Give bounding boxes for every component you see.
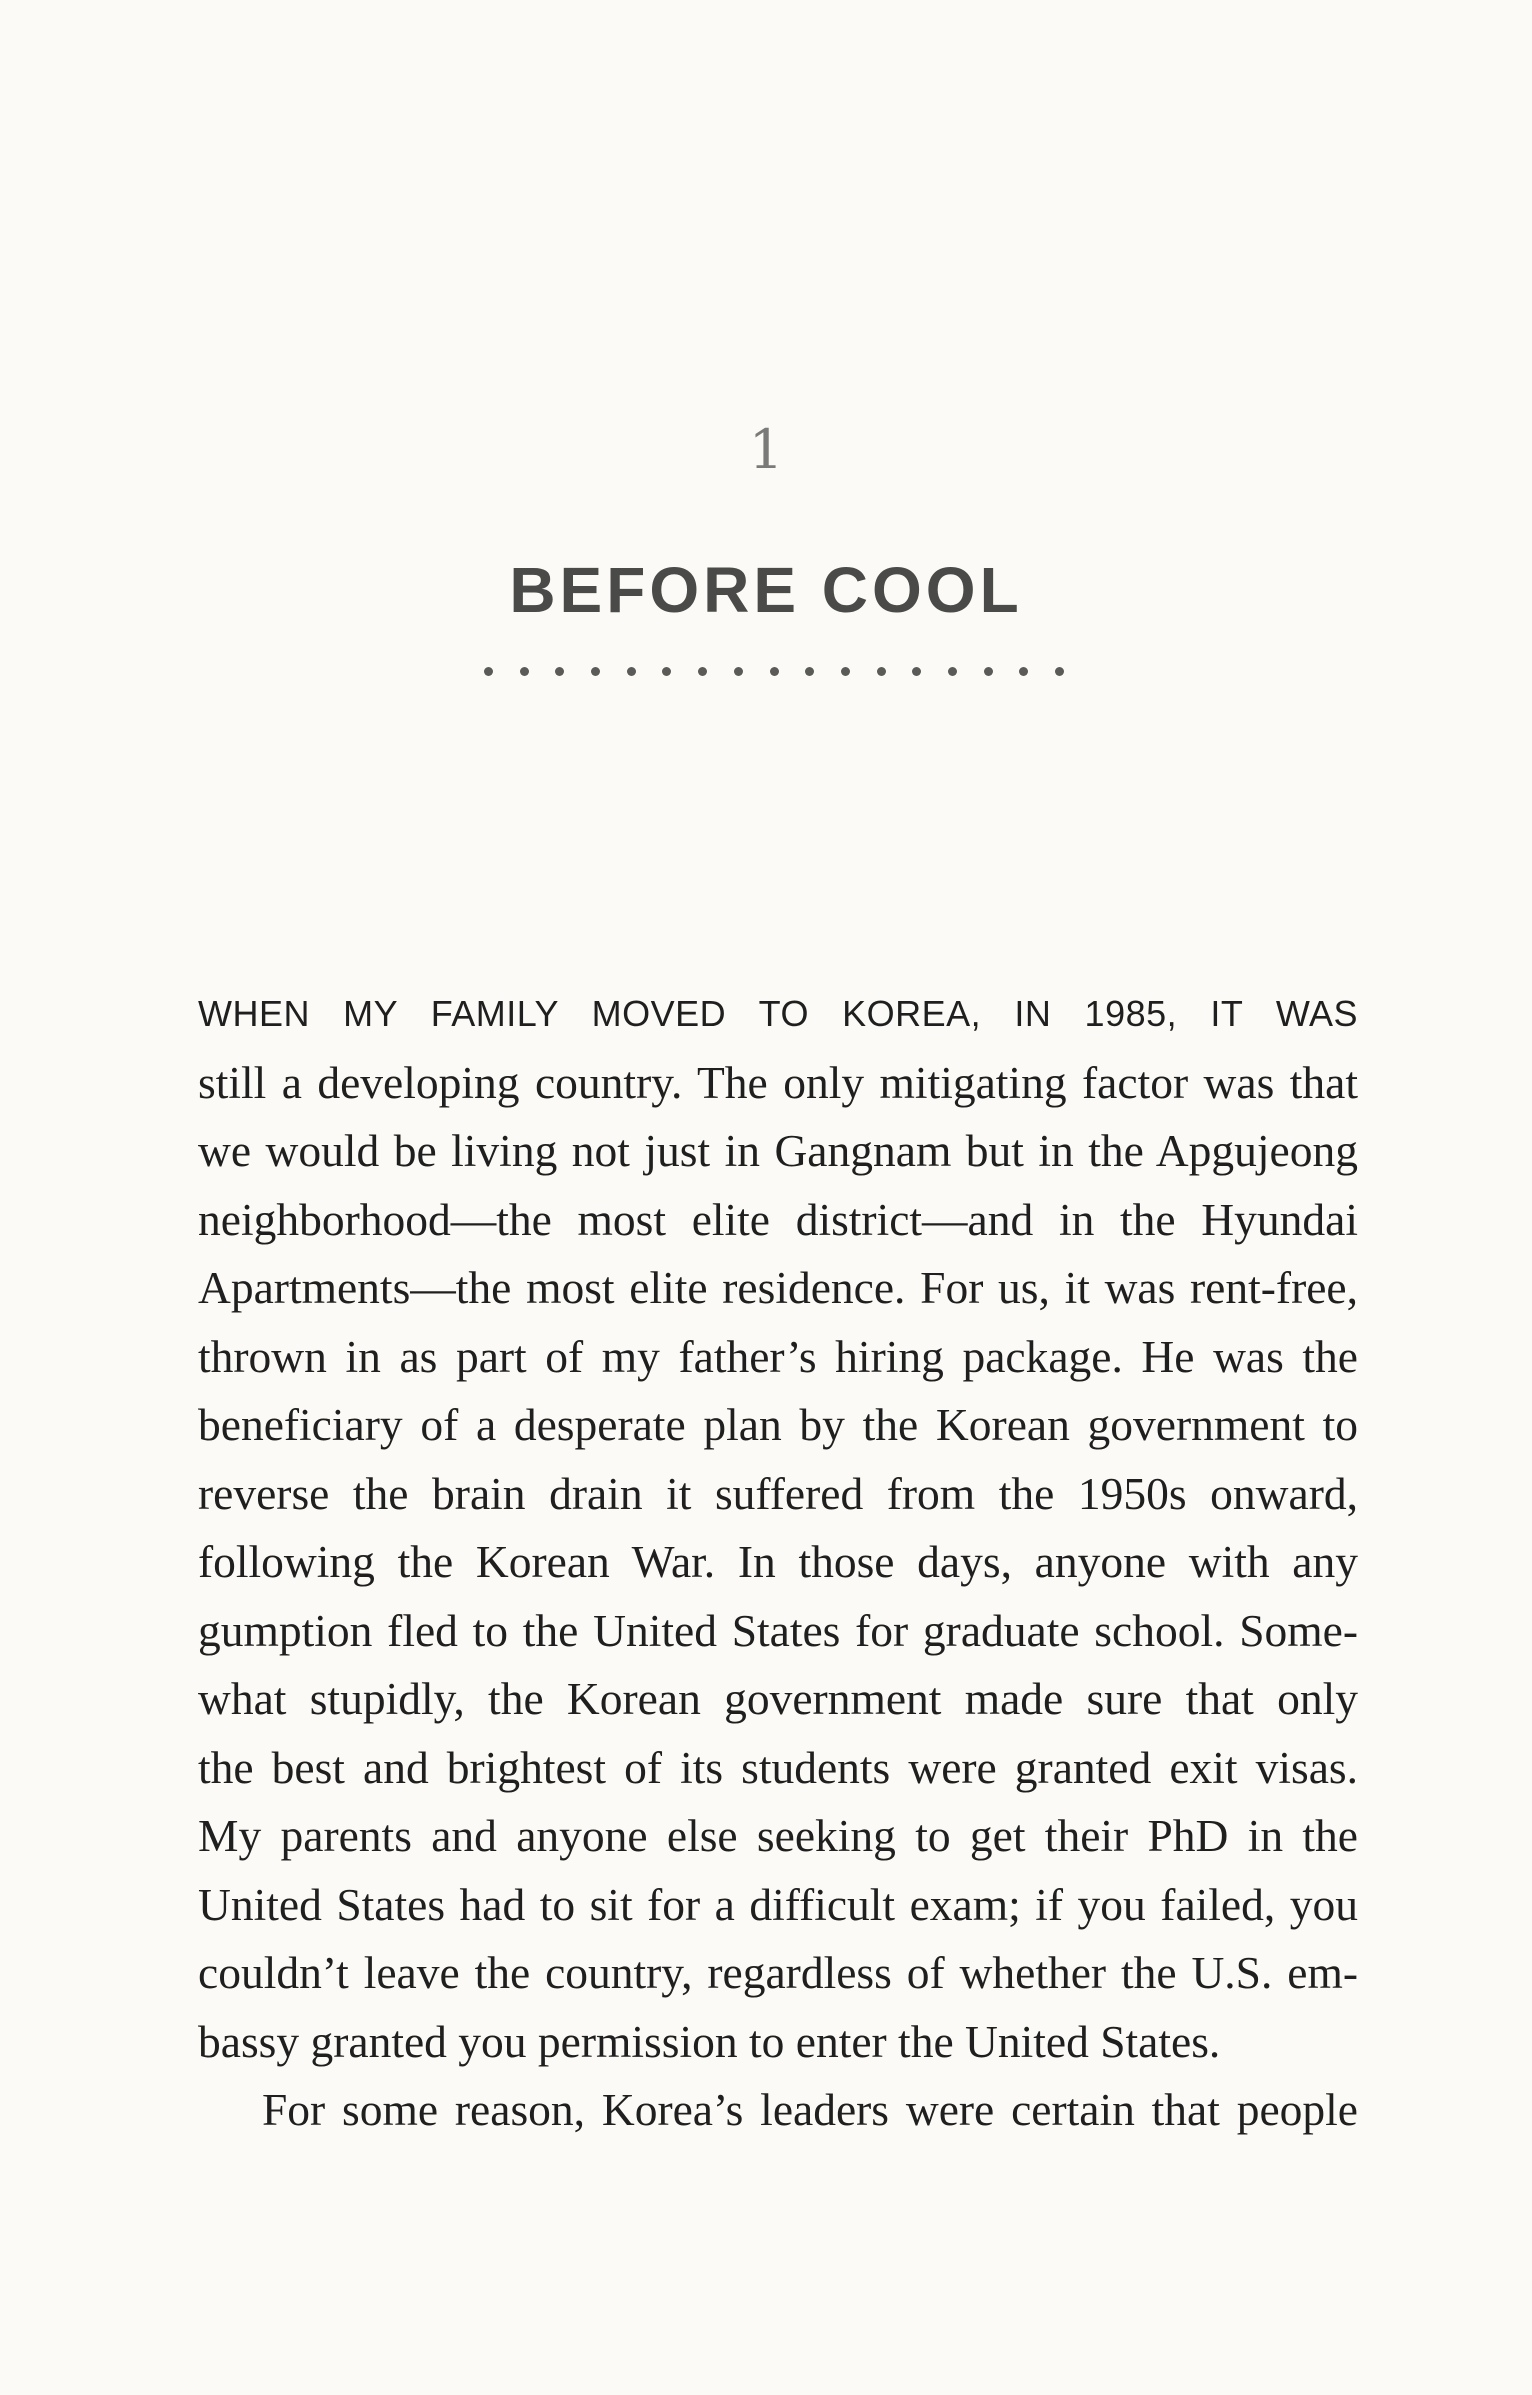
body-line: couldn’t leave the country, regardless of whether the U.S. em- [198,1947,1358,1998]
chapter-body-text [198,980,1358,2145]
body-line: neighborhood—the most elite district—and in the Hyundai [198,1193,1358,1245]
body-line: following the Korean War. In those days, anyone with any [198,1536,1358,1587]
ornament-dot [984,667,993,676]
ornament-dot [805,667,814,676]
ornament-dot [948,667,957,676]
chapter-title: BEFORE COOL [509,554,1023,626]
body-line: bassy granted you permission to enter the United States. [198,2015,1221,2067]
paragraph-1 [198,980,1358,2076]
chapter-number: 1 [748,418,784,481]
body-line: For some reason, Korea’s leaders were certain that people [262,2084,1358,2135]
ornament-dot [627,667,636,676]
body-line: what stupidly, the Korean government made sure that only [198,1673,1358,1724]
ornament-dot [734,667,743,676]
body-line: Apartments—the most elite residence. For us, it was rent-free, [198,1262,1358,1313]
ornament-dot [484,667,493,676]
body-line: My parents and anyone else seeking to get their PhD in the [198,1810,1358,1861]
dotted-ornament-divider [484,663,1064,679]
body-line: reverse the brain drain it suffered from the 1950s onward, [198,1467,1358,1519]
body-line: United States had to sit for a difficult exam; if you failed, you [198,1878,1358,1930]
ornament-dot [841,667,850,676]
body-line: we would be living not just in Gangnam but in the Apgujeong [198,1125,1358,1176]
body-line: thrown in as part of my father’s hiring package. He was the [198,1330,1358,1382]
ornament-dot [770,667,779,676]
ornament-dot [1019,667,1028,676]
ornament-dot [1055,667,1064,676]
ornament-dot [877,667,886,676]
body-line: still a developing country. The only mitigating factor was that [198,1056,1358,1108]
body-line: the best and brightest of its students were granted exit visas. [198,1741,1358,1793]
ornament-dot [591,667,600,676]
body-line: gumption fled to the United States for graduate school. Some- [198,1604,1358,1656]
ornament-dot [662,667,671,676]
body-line: beneficiary of a desperate plan by the Korean government to [198,1399,1358,1450]
ornament-dot [520,667,529,676]
ornament-dot [698,667,707,676]
chapter-opening-lead-in: WHEN MY FAMILY MOVED TO KOREA, IN 1985, IT WAS [198,993,1358,1034]
paragraph-2 [198,2076,1358,2145]
ornament-dot [555,667,564,676]
ornament-dot [912,667,921,676]
